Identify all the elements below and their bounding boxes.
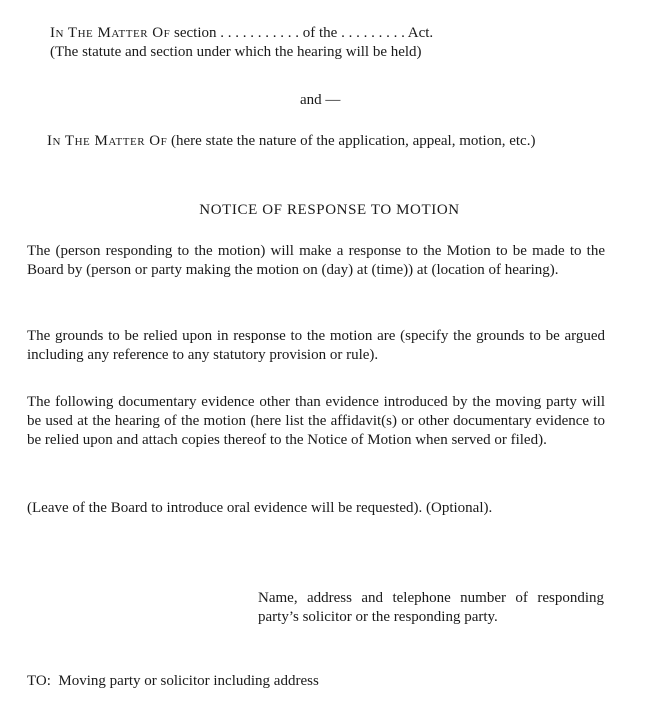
and-separator: and — [300,92,341,108]
matter-of-label-2: In The Matter Of [47,133,168,149]
to-text: Moving party or solicitor including address [58,673,319,689]
matter-of-label: In The Matter Of [50,25,171,41]
heading-line-1-rest: section . . . . . . . . . . . of the . . . . . . . . . Act. [170,25,434,41]
paragraph-response: The (person responding to the motion) will make a response to the Motion to be made to the Board by (person or party making the motion on (day) at (time)) at (location of hearing). [27,243,605,278]
heading-line-2: (The statute and section under which the hearing will be held) [50,44,422,60]
signature-block: Name, address and telephone number of responding party’s solicitor or the responding party. [258,590,604,625]
paragraph-evidence: The following documentary evidence other than evidence introduced by the moving party will be used at the hearing of the motion (here list the affidavit(s) or other documentary evidence to be relied upon and attach copies thereof to the Notice of Motion when served or filed). [27,394,605,448]
paragraph-oral-evidence: (Leave of the Board to introduce oral evidence will be requested). (Optional). [27,500,493,516]
to-line [27,672,319,691]
paragraph-grounds: The grounds to be relied upon in response to the motion are (specify the grounds to be argued including any reference to any statutory provision or rule). [27,328,605,363]
matter-application-paragraph [27,132,605,151]
heading-line-1 [50,24,433,43]
matter-application-text: (here state the nature of the application, appeal, motion, etc.) [167,133,536,149]
to-label: TO: [27,673,51,689]
document-title: NOTICE OF RESPONSE TO MOTION [199,202,460,218]
